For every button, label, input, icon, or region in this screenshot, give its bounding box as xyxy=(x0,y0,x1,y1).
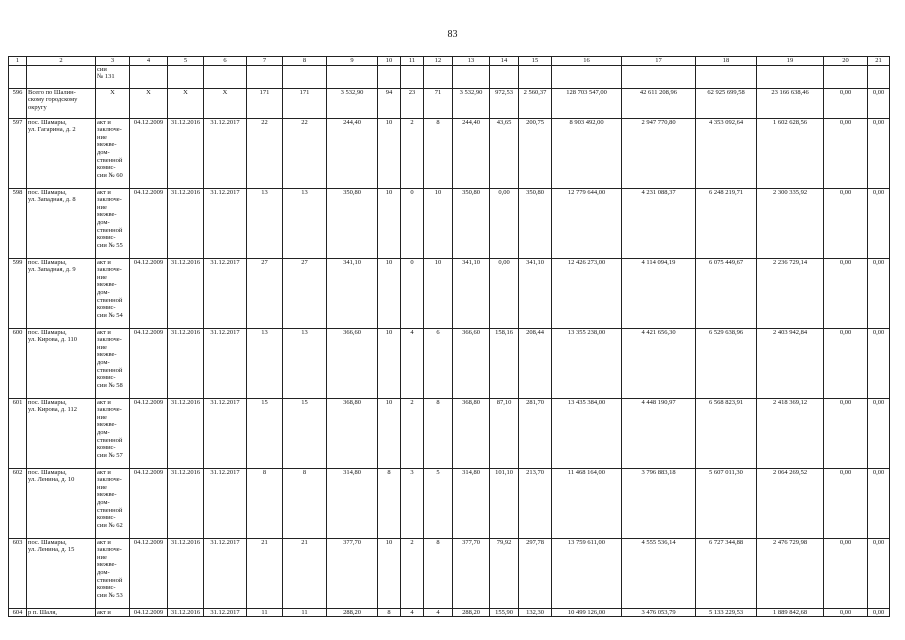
table-cell: 4 353 092,64 xyxy=(696,118,757,188)
table-cell: 171 xyxy=(247,88,283,118)
table-cell: 15 xyxy=(247,398,283,468)
table-cell: 8 903 492,00 xyxy=(552,118,622,188)
table-cell: 31.12.2017 xyxy=(204,118,247,188)
table-cell: 366,60 xyxy=(327,328,378,398)
table-cell: 22 xyxy=(247,118,283,188)
table-cell: 71 xyxy=(424,88,453,118)
table-cell: 603 xyxy=(9,538,27,608)
table-cell: 599 xyxy=(9,258,27,328)
table-cell: 158,16 xyxy=(490,328,519,398)
table-cell: 13 759 611,00 xyxy=(552,538,622,608)
table-cell: 8 xyxy=(424,398,453,468)
column-number-cell: 2 xyxy=(27,57,96,66)
table-cell: 23 166 638,46 xyxy=(757,88,824,118)
table-cell: 288,20 xyxy=(327,608,378,617)
column-number-cell: 13 xyxy=(453,57,490,66)
table-cell xyxy=(204,65,247,88)
table-cell: р п. Шаля, xyxy=(27,608,96,617)
column-number-cell: 7 xyxy=(247,57,283,66)
table-cell: 8 xyxy=(378,608,401,617)
table-cell: 1 602 628,56 xyxy=(757,118,824,188)
table-cell: 0,00 xyxy=(824,88,868,118)
table-cell: 341,10 xyxy=(519,258,552,328)
table-cell: 21 xyxy=(283,538,327,608)
table-cell: 27 xyxy=(247,258,283,328)
continued-row xyxy=(9,65,890,88)
table-cell: Всего по Шалин- скому городскому округу xyxy=(27,88,96,118)
table-cell xyxy=(519,65,552,88)
table-cell: 0,00 xyxy=(490,258,519,328)
table-cell: 31.12.2016 xyxy=(168,538,204,608)
table-cell: 79,92 xyxy=(490,538,519,608)
column-number-cell: 18 xyxy=(696,57,757,66)
table-cell: 0,00 xyxy=(868,538,890,608)
column-number-cell: 6 xyxy=(204,57,247,66)
housing-table xyxy=(8,56,890,617)
table-cell: 1 889 842,68 xyxy=(757,608,824,617)
table-cell: 0,00 xyxy=(868,468,890,538)
table-cell xyxy=(168,65,204,88)
table-cell: 42 611 208,96 xyxy=(622,88,696,118)
table-cell: 8 xyxy=(247,468,283,538)
table-cell: 04.12.2009 xyxy=(130,118,168,188)
table-cell: 31.12.2016 xyxy=(168,118,204,188)
table-cell: пос. Шамары, ул. Западная, д. 9 xyxy=(27,258,96,328)
column-number-cell: 21 xyxy=(868,57,890,66)
table-cell xyxy=(868,65,890,88)
table-cell: 4 555 536,14 xyxy=(622,538,696,608)
table-cell: 350,80 xyxy=(327,188,378,258)
table-cell: пос. Шамары, ул. Кирова, д. 110 xyxy=(27,328,96,398)
table-cell: 10 xyxy=(378,118,401,188)
table-cell: 281,70 xyxy=(519,398,552,468)
table-cell: 972,53 xyxy=(490,88,519,118)
table-cell: 10 xyxy=(424,258,453,328)
table-cell xyxy=(490,65,519,88)
table-cell: 13 xyxy=(283,328,327,398)
table-cell: 4 448 190,97 xyxy=(622,398,696,468)
table-cell: 11 xyxy=(247,608,283,617)
column-number-cell: 3 xyxy=(96,57,130,66)
table-cell: 3 532,90 xyxy=(453,88,490,118)
table-cell: 3 476 053,79 xyxy=(622,608,696,617)
table-row xyxy=(9,188,890,258)
table-cell: 31.12.2017 xyxy=(204,538,247,608)
table-cell: пос. Шамары, ул. Гагарина, д. 2 xyxy=(27,118,96,188)
table-cell: 8 xyxy=(283,468,327,538)
table-cell: 21 xyxy=(247,538,283,608)
table-cell: 0 xyxy=(401,258,424,328)
table-cell: 4 421 656,30 xyxy=(622,328,696,398)
table-cell: 10 xyxy=(378,538,401,608)
table-cell: пос. Шамары, ул. Кирова, д. 112 xyxy=(27,398,96,468)
table-cell: акт и заключе- ние межве- дом- ственной комис- сии № 60 xyxy=(96,118,130,188)
table-cell: пос. Шамары, ул. Западная, д. 8 xyxy=(27,188,96,258)
table-cell: 368,80 xyxy=(327,398,378,468)
table-cell: X xyxy=(168,88,204,118)
table-cell: 31.12.2016 xyxy=(168,188,204,258)
table-cell: 04.12.2009 xyxy=(130,538,168,608)
table-cell: 288,20 xyxy=(453,608,490,617)
table-cell: 0,00 xyxy=(868,398,890,468)
table-cell: 2 560,37 xyxy=(519,88,552,118)
table-cell: 5 607 011,30 xyxy=(696,468,757,538)
table-cell: 11 468 164,00 xyxy=(552,468,622,538)
table-cell: 4 114 094,19 xyxy=(622,258,696,328)
table-cell: акт и заключе- ние межве- дом- ственной комис- сии № 58 xyxy=(96,328,130,398)
table-cell: 31.12.2017 xyxy=(204,398,247,468)
table-cell: 13 355 238,00 xyxy=(552,328,622,398)
table-cell: 31.12.2017 xyxy=(204,258,247,328)
page-number: 83 xyxy=(447,29,458,40)
table-cell: 31.12.2017 xyxy=(204,328,247,398)
table-cell: 0,00 xyxy=(824,398,868,468)
table-cell: 04.12.2009 xyxy=(130,398,168,468)
table-cell: 6 248 219,71 xyxy=(696,188,757,258)
table-cell: 04.12.2009 xyxy=(130,328,168,398)
table-cell: X xyxy=(130,88,168,118)
table-cell: 597 xyxy=(9,118,27,188)
table-cell xyxy=(130,65,168,88)
column-number-cell: 14 xyxy=(490,57,519,66)
column-number-cell: 8 xyxy=(283,57,327,66)
table-cell: акт и xyxy=(96,608,130,617)
table-cell: 2 418 369,12 xyxy=(757,398,824,468)
table-cell: 31.12.2016 xyxy=(168,398,204,468)
table-cell: 4 xyxy=(424,608,453,617)
table-row xyxy=(9,468,890,538)
table-cell: 200,75 xyxy=(519,118,552,188)
table-cell xyxy=(327,65,378,88)
table-cell: 0,00 xyxy=(868,188,890,258)
table-cell: 31.12.2016 xyxy=(168,258,204,328)
table-cell: 31.12.2017 xyxy=(204,468,247,538)
table-cell: 2 476 729,98 xyxy=(757,538,824,608)
table-cell: 13 xyxy=(247,328,283,398)
table-cell: 13 435 384,00 xyxy=(552,398,622,468)
table-cell: 6 075 449,67 xyxy=(696,258,757,328)
table-cell: 2 236 729,14 xyxy=(757,258,824,328)
table-cell: 10 xyxy=(378,258,401,328)
table-cell: 23 xyxy=(401,88,424,118)
table-cell: 04.12.2009 xyxy=(130,188,168,258)
table-cell: 87,10 xyxy=(490,398,519,468)
table-cell: 604 xyxy=(9,608,27,617)
table-cell: 31.12.2017 xyxy=(204,188,247,258)
table-cell: X xyxy=(204,88,247,118)
table-cell: 2 xyxy=(401,538,424,608)
table-cell: 350,80 xyxy=(453,188,490,258)
table-cell: 314,80 xyxy=(453,468,490,538)
table-cell: 244,40 xyxy=(453,118,490,188)
column-number-cell: 4 xyxy=(130,57,168,66)
table-cell: 602 xyxy=(9,468,27,538)
table-cell: 2 300 335,92 xyxy=(757,188,824,258)
table-cell: 22 xyxy=(283,118,327,188)
table-row xyxy=(9,608,890,617)
table-cell xyxy=(757,65,824,88)
table-cell: 128 703 547,00 xyxy=(552,88,622,118)
table-cell: 11 xyxy=(283,608,327,617)
table-cell: 6 529 638,96 xyxy=(696,328,757,398)
table-cell: 04.12.2009 xyxy=(130,608,168,617)
table-cell: 377,70 xyxy=(453,538,490,608)
table-cell: 4 xyxy=(401,328,424,398)
table-cell: 213,70 xyxy=(519,468,552,538)
table-cell: 5 xyxy=(424,468,453,538)
table-cell: 155,90 xyxy=(490,608,519,617)
table-cell: 04.12.2009 xyxy=(130,258,168,328)
table-cell: 101,10 xyxy=(490,468,519,538)
table-cell: 0,00 xyxy=(824,258,868,328)
table-cell: 3 796 883,18 xyxy=(622,468,696,538)
column-number-row xyxy=(9,57,890,66)
column-number-cell: 20 xyxy=(824,57,868,66)
table-cell: 31.12.2016 xyxy=(168,608,204,617)
column-number-cell: 5 xyxy=(168,57,204,66)
table-cell: 0,00 xyxy=(824,468,868,538)
table-cell: 04.12.2009 xyxy=(130,468,168,538)
table-cell: 10 xyxy=(378,188,401,258)
table-cell: 10 xyxy=(378,398,401,468)
table-cell: 6 xyxy=(424,328,453,398)
table-cell: 31.12.2017 xyxy=(204,608,247,617)
table-cell: 0,00 xyxy=(824,188,868,258)
table-cell: 4 231 088,37 xyxy=(622,188,696,258)
table-row xyxy=(9,258,890,328)
table-cell: 0 xyxy=(401,188,424,258)
table-cell: акт и заключе- ние межве- дом- ственной комис- сии № 57 xyxy=(96,398,130,468)
table-row xyxy=(9,118,890,188)
table-cell: 2 xyxy=(401,118,424,188)
table-cell: 27 xyxy=(283,258,327,328)
table-cell: 2 064 269,52 xyxy=(757,468,824,538)
table-cell: пос. Шамары, ул. Ленина, д. 10 xyxy=(27,468,96,538)
column-number-cell: 1 xyxy=(9,57,27,66)
table-row xyxy=(9,398,890,468)
table-cell: 6 568 823,91 xyxy=(696,398,757,468)
table-cell: 600 xyxy=(9,328,27,398)
table-cell: 12 779 644,00 xyxy=(552,188,622,258)
table-cell: 598 xyxy=(9,188,27,258)
table-cell: 601 xyxy=(9,398,27,468)
total-row xyxy=(9,88,890,118)
table-cell: 15 xyxy=(283,398,327,468)
table-cell xyxy=(622,65,696,88)
table-cell: акт и заключе- ние межве- дом- ственной комис- сии № 54 xyxy=(96,258,130,328)
table-row xyxy=(9,538,890,608)
table-cell xyxy=(378,65,401,88)
table-cell: 0,00 xyxy=(868,258,890,328)
table-cell: 2 xyxy=(401,398,424,468)
table-cell: 0,00 xyxy=(824,608,868,617)
table-cell: 377,70 xyxy=(327,538,378,608)
table-cell xyxy=(696,65,757,88)
table-cell xyxy=(401,65,424,88)
table-cell xyxy=(824,65,868,88)
table-cell: 0,00 xyxy=(868,328,890,398)
table-cell: пос. Шамары, ул. Ленина, д. 15 xyxy=(27,538,96,608)
table-cell: 2 403 942,84 xyxy=(757,328,824,398)
table-cell: 0,00 xyxy=(868,88,890,118)
table-cell: 10 xyxy=(378,328,401,398)
column-number-cell: 11 xyxy=(401,57,424,66)
table-cell: 0,00 xyxy=(490,188,519,258)
table-cell: 171 xyxy=(283,88,327,118)
table-cell: 596 xyxy=(9,88,27,118)
table-cell: 314,80 xyxy=(327,468,378,538)
column-number-cell: 9 xyxy=(327,57,378,66)
table-cell xyxy=(552,65,622,88)
table-cell: 3 xyxy=(401,468,424,538)
column-number-cell: 16 xyxy=(552,57,622,66)
table-cell: 10 499 126,00 xyxy=(552,608,622,617)
table-cell: 297,78 xyxy=(519,538,552,608)
table-cell: 341,10 xyxy=(327,258,378,328)
table-cell: 10 xyxy=(424,188,453,258)
table-cell xyxy=(424,65,453,88)
table-cell: сии № 131 xyxy=(96,65,130,88)
table-cell: 43,65 xyxy=(490,118,519,188)
column-number-cell: 12 xyxy=(424,57,453,66)
table-cell: 366,60 xyxy=(453,328,490,398)
table-cell: 132,30 xyxy=(519,608,552,617)
table-cell: 94 xyxy=(378,88,401,118)
table-cell xyxy=(247,65,283,88)
table-row xyxy=(9,328,890,398)
table-cell xyxy=(9,65,27,88)
table-cell: 244,40 xyxy=(327,118,378,188)
table-cell xyxy=(283,65,327,88)
table-cell: 3 532,90 xyxy=(327,88,378,118)
table-cell: 368,80 xyxy=(453,398,490,468)
table-cell: 5 133 229,53 xyxy=(696,608,757,617)
table-cell: 341,10 xyxy=(453,258,490,328)
table-cell: 12 426 273,00 xyxy=(552,258,622,328)
table-cell: 8 xyxy=(424,118,453,188)
column-number-cell: 19 xyxy=(757,57,824,66)
table-cell: 4 xyxy=(401,608,424,617)
table-cell: 0,00 xyxy=(824,118,868,188)
table-cell: 0,00 xyxy=(824,328,868,398)
table-cell: акт и заключе- ние межве- дом- ственной комис- сии № 55 xyxy=(96,188,130,258)
table-cell xyxy=(27,65,96,88)
column-number-cell: 10 xyxy=(378,57,401,66)
table-cell: 2 947 770,80 xyxy=(622,118,696,188)
table-cell: 6 727 344,88 xyxy=(696,538,757,608)
table-cell: 62 925 699,58 xyxy=(696,88,757,118)
table-cell: X xyxy=(96,88,130,118)
table-cell: 208,44 xyxy=(519,328,552,398)
column-number-cell: 15 xyxy=(519,57,552,66)
table-cell: 350,80 xyxy=(519,188,552,258)
table-cell: акт и заключе- ние межве- дом- ственной комис- сии № 53 xyxy=(96,538,130,608)
table-cell: 31.12.2016 xyxy=(168,468,204,538)
table-cell xyxy=(453,65,490,88)
table-cell: 13 xyxy=(247,188,283,258)
table-cell: 0,00 xyxy=(824,538,868,608)
table-cell: 8 xyxy=(424,538,453,608)
table-cell: 13 xyxy=(283,188,327,258)
table-cell: 8 xyxy=(378,468,401,538)
table-cell: акт и заключе- ние межве- дом- ственной комис- сии № 62 xyxy=(96,468,130,538)
column-number-cell: 17 xyxy=(622,57,696,66)
table-cell: 0,00 xyxy=(868,118,890,188)
table-cell: 0,00 xyxy=(868,608,890,617)
table-cell: 31.12.2016 xyxy=(168,328,204,398)
